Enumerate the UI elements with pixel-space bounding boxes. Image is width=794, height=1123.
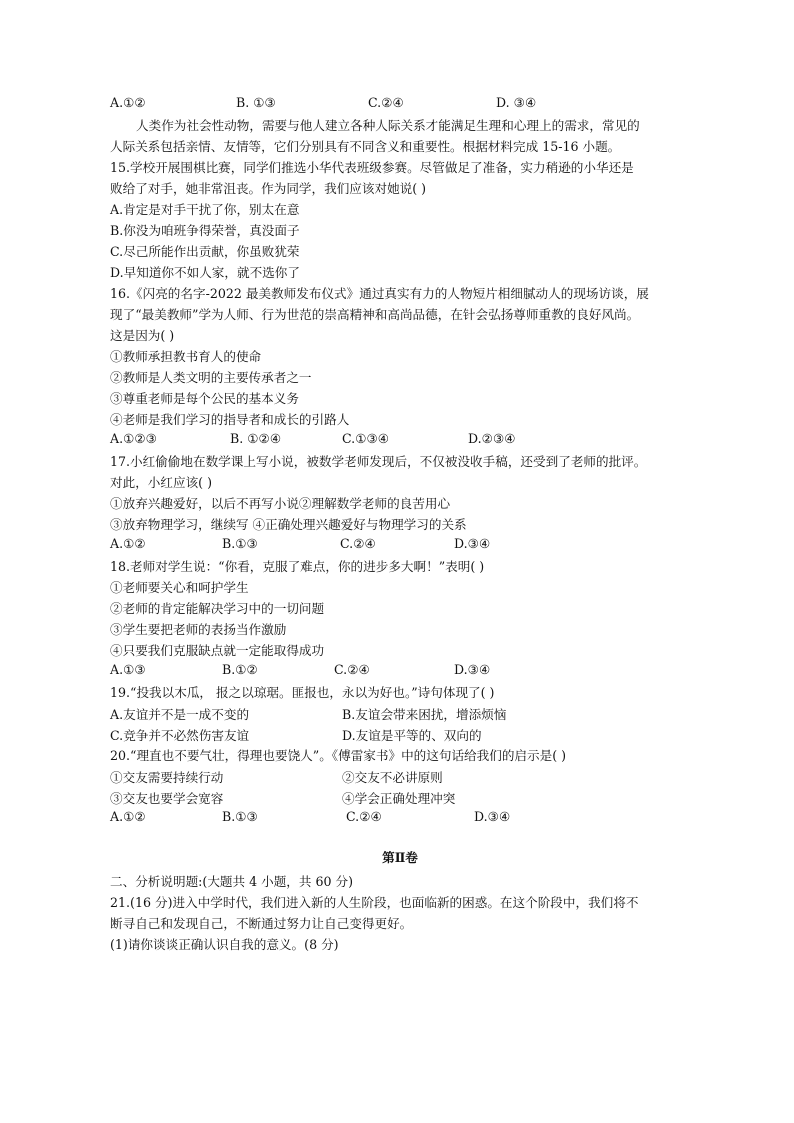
text-line: D.早知道你不如人家，就不选你了 [110, 265, 300, 280]
text-line: 人类作为社会性动物，需要与他人建立各种人际关系才能满足生理和心理上的需求，常见的 [136, 118, 640, 133]
answer-option: C.竞争并不必然伤害友谊 [110, 728, 250, 743]
text-line: 人际关系包括亲情、友情等，它们分别具有不同含义和重要性。根据材料完成 15-16 小题。 [110, 139, 621, 154]
text-line: C.尽己所能作出贡献，你虽败犹荣 [110, 244, 300, 259]
text-line: 15.学校开展围棋比赛，同学们推选小华代表班级参赛。尽管做足了准备，实力稍逊的小华还是 [110, 160, 634, 175]
answer-option: ②交友不必讲原则 [342, 770, 443, 785]
answer-option: C.②④ [334, 662, 370, 677]
text-line: A.肯定是对手干扰了你，别太在意 [110, 202, 300, 217]
text-line: ③放弃物理学习，继续写 ④正确处理兴趣爱好与物理学习的关系 [110, 517, 467, 532]
answer-option: B. ①②④ [230, 431, 282, 446]
answer-option: B.①③ [222, 536, 258, 551]
text-line: (1)请你谈谈正确认识自我的意义。(8 分) [110, 937, 339, 952]
answer-option: ③交友也要学会宽容 [110, 791, 224, 806]
text-line: ①老师要关心和呵护学生 [110, 580, 249, 595]
answer-option: D.③④ [454, 536, 491, 551]
section-title: 第Ⅱ卷 [382, 850, 418, 865]
answer-option: B. ①③ [236, 95, 276, 110]
answer-option: D.③④ [474, 809, 511, 824]
answer-option: A.友谊并不是一成不变的 [110, 707, 250, 722]
text-line: 断寻自己和发现自己，不断通过努力让自己变得更好。 [110, 916, 413, 931]
answer-option: D.②③④ [468, 431, 516, 446]
answer-option: C.①③④ [342, 431, 390, 446]
answer-option: A.①②③ [110, 431, 157, 446]
answer-option: D. ③④ [496, 95, 537, 110]
text-line: ②老师的肯定能解决学习中的一切问题 [110, 601, 325, 616]
text-line: 19.“投我以木瓜， 报之以琼琚。匪报也，永以为好也。”诗句体现了( ) [110, 685, 495, 700]
text-line: 18.老师对学生说：“你看，克服了难点，你的进步多大啊！”表明( ) [110, 559, 485, 574]
text-line: ③尊重老师是每个公民的基本义务 [110, 391, 299, 406]
answer-option: D.③④ [454, 662, 491, 677]
answer-option: C.②④ [346, 809, 382, 824]
text-line: 对此，小红应该( ) [110, 475, 212, 490]
answer-option: A.①③ [110, 662, 146, 677]
text-line: 17.小红偷偷地在数学课上写小说，被数学老师发现后，不仅被没收手稿，还受到了老师的批评。 [110, 454, 647, 469]
answer-option: C.②④ [368, 95, 404, 110]
answer-option: D.友谊是平等的、双向的 [342, 728, 482, 743]
text-line: ③学生要把老师的表扬当作激励 [110, 622, 287, 637]
answer-option: A.①② [110, 95, 146, 110]
answer-option: C.②④ [340, 536, 376, 551]
answer-option: ①交友需要持续行动 [110, 770, 224, 785]
text-line: ①放弃兴趣爱好，以后不再写小说②理解数学老师的良苦用心 [110, 496, 451, 511]
answer-option: B.①② [222, 662, 258, 677]
text-line: 16.《闪亮的名字-2022 最美教师发布仪式》通过真实有力的人物短片相细腻动人的现场访谈，展 [110, 286, 649, 301]
text-line: 21.(16 分)进入中学时代，我们进入新的人生阶段，也面临新的困惑。在这个阶段中，我们将不 [110, 895, 639, 910]
answer-option: B.①③ [222, 809, 258, 824]
text-line: B.你没为咱班争得荣誉，真没面子 [110, 223, 300, 238]
text-line: 现了“最美教师”学为人师、行为世范的崇高精神和高尚品德，在针会弘扬尊师重教的良好风尚。 [110, 307, 640, 322]
text-line: 20.“理直也不要气壮，得理也要饶人”。《傅雷家书》中的这句话给我们的启示是( ) [110, 748, 567, 763]
answer-option: A.①② [110, 536, 146, 551]
text-line: 这是因为( ) [110, 328, 175, 343]
answer-option: A.①② [110, 809, 146, 824]
text-line: ①教师承担教书育人的使命 [110, 349, 262, 364]
text-line: ④老师是我们学习的指导者和成长的引路人 [110, 412, 350, 427]
text-line: 败给了对手，她非常沮丧。作为同学，我们应该对她说( ) [110, 181, 427, 196]
answer-option: B.友谊会带来困扰，增添烦恼 [342, 707, 507, 722]
answer-option: ④学会正确处理冲突 [342, 791, 456, 806]
text-line: ②教师是人类文明的主要传承者之一 [110, 370, 312, 385]
text-line: ④只要我们克服缺点就一定能取得成功 [110, 643, 325, 658]
text-line: 二、分析说明题:(大题共 4 小题，共 60 分) [110, 874, 354, 889]
